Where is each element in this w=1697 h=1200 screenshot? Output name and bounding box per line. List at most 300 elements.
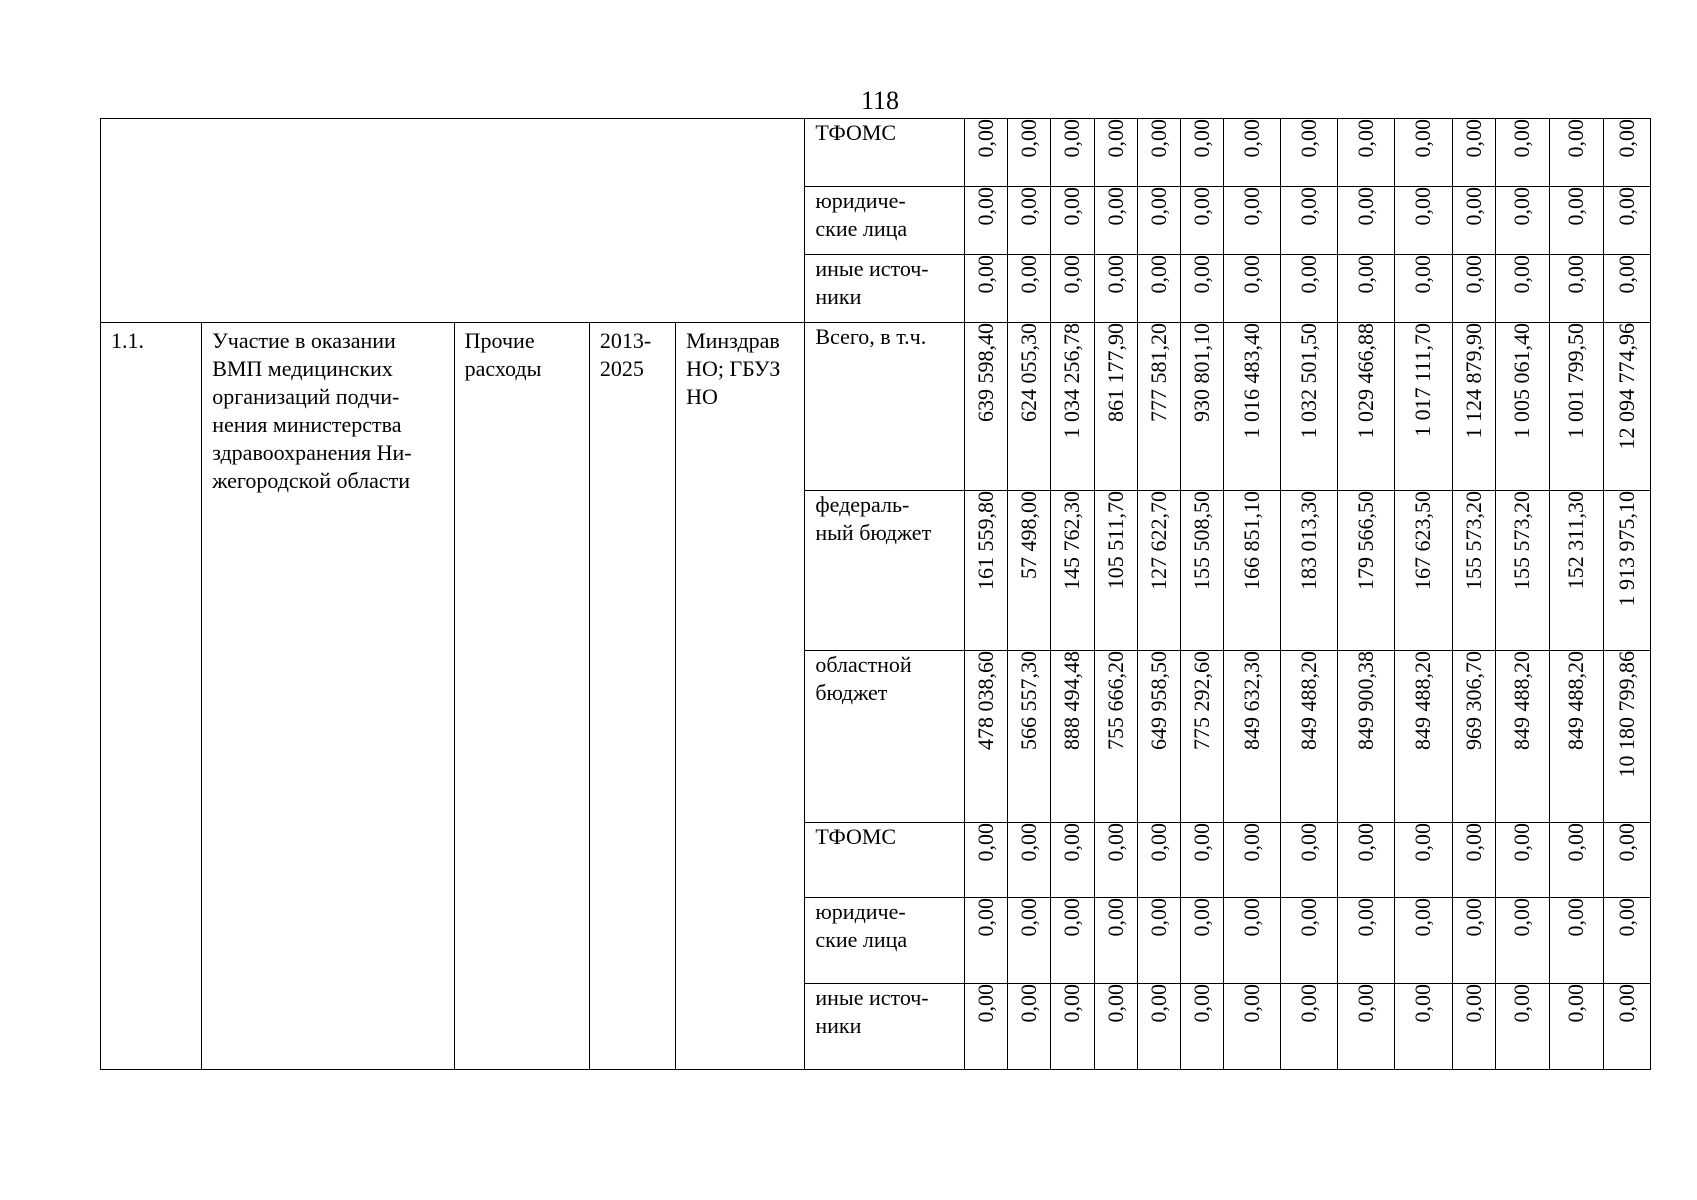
source-cell (805, 651, 964, 823)
value-text: 0,00 (972, 255, 998, 294)
source-label-line: ники (815, 1013, 862, 1038)
source-label-line: ские лица (815, 927, 908, 952)
value-cell (1603, 255, 1650, 323)
value-cell (1007, 119, 1050, 187)
row-number: 1.1. (111, 328, 144, 353)
value-cell (1181, 255, 1224, 323)
source-label (805, 651, 963, 707)
value-cell (1338, 323, 1395, 491)
value-cell (964, 255, 1007, 323)
value-cell (1338, 187, 1395, 255)
value-text: 0,00 (1015, 898, 1041, 937)
value-text: 0,00 (1563, 984, 1589, 1023)
value-cell (1137, 651, 1180, 823)
source-label-line: юридиче- (815, 899, 906, 924)
value-text: 888 494,48 (1059, 651, 1085, 750)
value-cell (1452, 187, 1495, 255)
value-cell (1603, 984, 1650, 1070)
value-cell (1181, 651, 1224, 823)
value-text: 0,00 (1146, 898, 1171, 937)
value-text: 1 034 256,78 (1059, 323, 1085, 439)
period-cell (589, 323, 675, 1070)
value-cell (964, 119, 1007, 187)
source-cell (805, 323, 964, 491)
measure-name-line: нения министерства (212, 412, 402, 437)
value-cell (1603, 823, 1650, 898)
value-cell (1224, 255, 1281, 323)
value-text: 155 508,50 (1189, 491, 1215, 590)
value-cell (1094, 984, 1137, 1070)
value-text: 0,00 (1239, 823, 1265, 862)
value-text: 183 013,30 (1296, 491, 1322, 590)
value-text: 1 016 483,40 (1239, 323, 1265, 439)
value-text: 167 623,50 (1410, 491, 1436, 590)
value-cell (964, 984, 1007, 1070)
value-cell (1395, 651, 1452, 823)
value-text: 0,00 (1102, 187, 1128, 226)
source-label (805, 491, 963, 547)
value-text: 478 038,60 (972, 651, 998, 750)
value-cell (1338, 491, 1395, 651)
source-cell (805, 984, 964, 1070)
value-cell (964, 898, 1007, 984)
value-cell (1181, 898, 1224, 984)
executor-line: Минздрав (686, 328, 780, 353)
value-text: 639 598,40 (972, 323, 998, 422)
value-text: 161 559,80 (972, 491, 998, 590)
source-label-line: областной (815, 652, 912, 677)
table-row (101, 323, 1651, 491)
value-cell (1137, 984, 1180, 1070)
value-text: 0,00 (1239, 898, 1265, 937)
source-cell (805, 119, 964, 187)
value-text: 849 900,38 (1353, 651, 1379, 750)
value-text: 0,00 (1102, 984, 1128, 1023)
value-cell (964, 323, 1007, 491)
value-text: 0,00 (1509, 119, 1535, 158)
value-cell (1181, 187, 1224, 255)
value-text: 0,00 (972, 823, 998, 862)
value-cell (1452, 491, 1495, 651)
value-text: 775 292,60 (1189, 651, 1215, 750)
measure-name-line: ВМП медицинских (212, 356, 393, 381)
value-cell (1495, 898, 1549, 984)
value-text: 145 762,30 (1059, 491, 1085, 590)
value-cell (1338, 119, 1395, 187)
value-cell (1603, 651, 1650, 823)
value-text: 0,00 (1146, 984, 1171, 1023)
value-cell (1224, 323, 1281, 491)
value-text: 0,00 (1563, 898, 1589, 937)
value-text: 0,00 (1015, 187, 1041, 226)
value-text: 1 913 975,10 (1613, 491, 1639, 607)
value-text: 0,00 (1059, 255, 1085, 294)
source-cell (805, 187, 964, 255)
value-text: 0,00 (1563, 119, 1589, 158)
value-cell (1549, 323, 1603, 491)
value-text: 57 498,00 (1015, 491, 1041, 579)
source-label-line: ники (815, 284, 862, 309)
value-cell (964, 823, 1007, 898)
value-cell (1495, 651, 1549, 823)
value-cell (1137, 491, 1180, 651)
source-label-line: ный бюджет (815, 520, 932, 545)
value-cell (1281, 823, 1338, 898)
value-cell (1094, 255, 1137, 323)
value-cell (1395, 187, 1452, 255)
value-cell (1137, 823, 1180, 898)
value-text: 566 557,30 (1015, 651, 1041, 750)
value-text: 0,00 (1015, 119, 1041, 158)
value-text: 0,00 (1059, 823, 1085, 862)
value-text: 0,00 (1102, 823, 1128, 862)
value-cell (1338, 255, 1395, 323)
value-text: 649 958,50 (1146, 651, 1171, 750)
source-label (805, 323, 963, 351)
executor-cell (676, 323, 805, 1070)
value-text: 0,00 (1146, 187, 1171, 226)
value-cell (1395, 119, 1452, 187)
value-text: 0,00 (1353, 187, 1379, 226)
value-cell (1603, 187, 1650, 255)
source-label (805, 898, 963, 954)
value-cell (1224, 491, 1281, 651)
value-text: 0,00 (1189, 187, 1215, 226)
value-cell (1495, 491, 1549, 651)
value-cell (1495, 119, 1549, 187)
value-text: 849 488,20 (1410, 651, 1436, 750)
value-cell (1007, 651, 1050, 823)
value-cell (1050, 898, 1094, 984)
value-text: 0,00 (1353, 898, 1379, 937)
expense-type-cell (454, 323, 589, 1070)
value-cell (1050, 187, 1094, 255)
value-text: 0,00 (972, 984, 998, 1023)
value-text: 0,00 (1296, 255, 1322, 294)
value-cell (1137, 323, 1180, 491)
measure-name-line: Участие в оказании (212, 328, 396, 353)
value-text: 0,00 (1059, 898, 1085, 937)
value-text: 0,00 (1613, 187, 1639, 226)
value-text: 0,00 (972, 119, 998, 158)
period-line: 2025 (599, 356, 644, 381)
value-text: 0,00 (1613, 119, 1639, 158)
value-cell (1224, 984, 1281, 1070)
value-cell (1549, 187, 1603, 255)
value-cell (1181, 984, 1224, 1070)
value-cell (1281, 119, 1338, 187)
value-text: 166 851,10 (1239, 491, 1265, 590)
value-text: 12 094 774,96 (1613, 323, 1639, 450)
source-label-line: ТФОМС (815, 120, 897, 145)
value-cell (1338, 651, 1395, 823)
value-cell (1395, 984, 1452, 1070)
value-cell (1181, 491, 1224, 651)
value-cell (1452, 323, 1495, 491)
value-text: 777 581,20 (1146, 323, 1171, 422)
value-text: 0,00 (1460, 119, 1486, 158)
value-cell (1007, 823, 1050, 898)
value-text: 1 029 466,88 (1353, 323, 1379, 439)
value-text: 0,00 (1296, 823, 1322, 862)
value-cell (1395, 323, 1452, 491)
value-text: 849 488,20 (1509, 651, 1535, 750)
value-cell (1181, 119, 1224, 187)
value-text: 179 566,50 (1353, 491, 1379, 590)
value-text: 0,00 (1613, 255, 1639, 294)
value-cell (1395, 823, 1452, 898)
table-row (101, 119, 1651, 187)
value-text: 0,00 (1059, 119, 1085, 158)
value-cell (1007, 187, 1050, 255)
value-cell (1495, 323, 1549, 491)
value-text: 0,00 (1296, 187, 1322, 226)
value-text: 0,00 (1353, 119, 1379, 158)
page-number: 118 (860, 86, 900, 115)
value-cell (1050, 323, 1094, 491)
value-text: 0,00 (1509, 823, 1535, 862)
measure-name-line: жегородской области (212, 468, 411, 493)
value-text: 0,00 (1296, 984, 1322, 1023)
executor-line: НО (686, 384, 718, 409)
value-text: 0,00 (1239, 119, 1265, 158)
value-cell (1549, 255, 1603, 323)
value-cell (1007, 491, 1050, 651)
value-text: 0,00 (1353, 823, 1379, 862)
source-label-line: ские лица (815, 216, 908, 241)
value-cell (1549, 651, 1603, 823)
value-text: 127 622,70 (1146, 491, 1171, 590)
source-cell (805, 255, 964, 323)
value-cell (1281, 984, 1338, 1070)
value-cell (1007, 898, 1050, 984)
value-text: 861 177,90 (1102, 323, 1128, 422)
value-text: 155 573,20 (1509, 491, 1535, 590)
source-label-line: юридиче- (815, 188, 906, 213)
executor (676, 323, 804, 411)
value-text: 0,00 (1146, 823, 1171, 862)
value-text: 0,00 (1410, 898, 1436, 937)
measure-name-line: здравоохранения Ни- (212, 440, 412, 465)
value-cell (1050, 119, 1094, 187)
value-text: 0,00 (1410, 823, 1436, 862)
value-cell (1395, 898, 1452, 984)
value-text: 0,00 (1239, 984, 1265, 1023)
value-text: 0,00 (1613, 823, 1639, 862)
measure-name-line: организаций подчи- (212, 384, 400, 409)
row-number-cell (101, 323, 202, 1070)
value-text: 0,00 (1146, 119, 1171, 158)
source-label (805, 119, 963, 147)
period-line: 2013- (599, 328, 652, 353)
value-text: 1 001 799,50 (1563, 323, 1589, 439)
value-cell (1137, 119, 1180, 187)
value-text: 152 311,30 (1563, 491, 1589, 590)
value-text: 1 124 879,90 (1460, 323, 1486, 439)
value-text: 1 032 501,50 (1296, 323, 1322, 439)
value-text: 0,00 (1353, 984, 1379, 1023)
value-cell (1452, 255, 1495, 323)
value-text: 0,00 (1410, 984, 1436, 1023)
value-text: 0,00 (1509, 984, 1535, 1023)
value-text: 10 180 799,86 (1613, 651, 1639, 778)
measure-name-cell (202, 323, 454, 1070)
value-text: 0,00 (1563, 255, 1589, 294)
value-text: 0,00 (1102, 119, 1128, 158)
value-text: 0,00 (1189, 119, 1215, 158)
value-text: 0,00 (1460, 187, 1486, 226)
value-text: 0,00 (1460, 823, 1486, 862)
source-label (805, 823, 963, 851)
value-text: 0,00 (1410, 187, 1436, 226)
empty-merged-cell (101, 119, 805, 323)
value-cell (1395, 255, 1452, 323)
source-label-line: иные источ- (815, 985, 929, 1010)
source-label-line: бюджет (815, 680, 888, 705)
value-text: 0,00 (1102, 898, 1128, 937)
value-cell (1224, 651, 1281, 823)
value-text: 0,00 (1189, 984, 1215, 1023)
value-cell (1094, 323, 1137, 491)
value-cell (964, 187, 1007, 255)
value-text: 0,00 (1189, 255, 1215, 294)
value-cell (964, 491, 1007, 651)
value-cell (1549, 984, 1603, 1070)
value-cell (1281, 651, 1338, 823)
value-text: 755 666,20 (1102, 651, 1128, 750)
value-text: 0,00 (1410, 119, 1436, 158)
value-cell (1495, 255, 1549, 323)
source-label-line: федераль- (815, 492, 910, 517)
value-cell (1452, 651, 1495, 823)
measure-name (202, 323, 453, 495)
value-cell (1137, 255, 1180, 323)
value-text: 0,00 (1239, 255, 1265, 294)
executor-line: НО; ГБУЗ (686, 356, 781, 381)
value-text: 0,00 (1015, 984, 1041, 1023)
value-cell (1050, 255, 1094, 323)
value-text: 849 488,20 (1563, 651, 1589, 750)
source-label-line: Всего, в т.ч. (815, 324, 927, 349)
source-label-line: иные источ- (815, 256, 929, 281)
value-text: 0,00 (1509, 187, 1535, 226)
value-cell (1281, 255, 1338, 323)
value-text: 0,00 (1296, 119, 1322, 158)
value-cell (1338, 898, 1395, 984)
value-text: 0,00 (1146, 255, 1171, 294)
value-cell (1094, 187, 1137, 255)
value-text: 1 005 061,40 (1509, 323, 1535, 439)
value-text: 0,00 (1563, 823, 1589, 862)
value-cell (1452, 119, 1495, 187)
value-text: 0,00 (1613, 898, 1639, 937)
value-text: 105 511,70 (1102, 491, 1128, 590)
value-text: 0,00 (1059, 984, 1085, 1023)
value-text: 624 055,30 (1015, 323, 1041, 422)
source-label (805, 187, 963, 243)
value-cell (1094, 119, 1137, 187)
value-cell (1549, 119, 1603, 187)
value-cell (1395, 491, 1452, 651)
source-cell (805, 823, 964, 898)
value-text: 0,00 (1460, 898, 1486, 937)
value-cell (1007, 984, 1050, 1070)
value-text: 0,00 (1059, 187, 1085, 226)
value-text: 0,00 (1563, 187, 1589, 226)
value-text: 0,00 (1015, 255, 1041, 294)
value-cell (1338, 823, 1395, 898)
period (590, 323, 675, 383)
value-text: 849 632,30 (1239, 651, 1265, 750)
source-label (805, 984, 963, 1040)
value-cell (1603, 323, 1650, 491)
value-cell (1281, 491, 1338, 651)
value-cell (1007, 323, 1050, 491)
value-cell (1094, 823, 1137, 898)
value-cell (1050, 984, 1094, 1070)
value-cell (1050, 651, 1094, 823)
value-cell (1338, 984, 1395, 1070)
value-cell (1094, 898, 1137, 984)
value-cell (1549, 823, 1603, 898)
source-cell (805, 491, 964, 651)
value-text: 0,00 (1613, 984, 1639, 1023)
value-cell (1603, 491, 1650, 651)
value-cell (1224, 823, 1281, 898)
budget-table (100, 118, 1651, 1070)
value-cell (1050, 823, 1094, 898)
value-text: 155 573,20 (1460, 491, 1486, 590)
value-cell (1495, 984, 1549, 1070)
value-cell (1495, 187, 1549, 255)
value-text: 969 306,70 (1460, 651, 1486, 750)
source-cell (805, 898, 964, 984)
value-cell (1281, 323, 1338, 491)
value-text: 0,00 (1296, 898, 1322, 937)
value-text: 0,00 (1460, 984, 1486, 1023)
value-text: 0,00 (1509, 898, 1535, 937)
value-cell (964, 651, 1007, 823)
value-cell (1549, 491, 1603, 651)
value-cell (1452, 823, 1495, 898)
value-cell (1603, 898, 1650, 984)
value-cell (1452, 984, 1495, 1070)
value-cell (1281, 898, 1338, 984)
value-text: 0,00 (1460, 255, 1486, 294)
value-cell (1094, 651, 1137, 823)
value-cell (1181, 823, 1224, 898)
value-cell (1224, 898, 1281, 984)
value-cell (1094, 491, 1137, 651)
value-text: 0,00 (1189, 823, 1215, 862)
value-text: 0,00 (1102, 255, 1128, 294)
source-label (805, 255, 963, 311)
value-cell (1603, 119, 1650, 187)
value-cell (1007, 255, 1050, 323)
value-text: 0,00 (1353, 255, 1379, 294)
value-cell (1495, 823, 1549, 898)
value-cell (1181, 323, 1224, 491)
expense-type-line: Прочие (464, 328, 535, 353)
value-cell (1224, 187, 1281, 255)
value-cell (1452, 898, 1495, 984)
value-cell (1549, 898, 1603, 984)
value-text: 0,00 (1189, 898, 1215, 937)
expense-type-line: расходы (464, 356, 542, 381)
value-text: 0,00 (972, 187, 998, 226)
value-text: 849 488,20 (1296, 651, 1322, 750)
value-cell (1050, 491, 1094, 651)
